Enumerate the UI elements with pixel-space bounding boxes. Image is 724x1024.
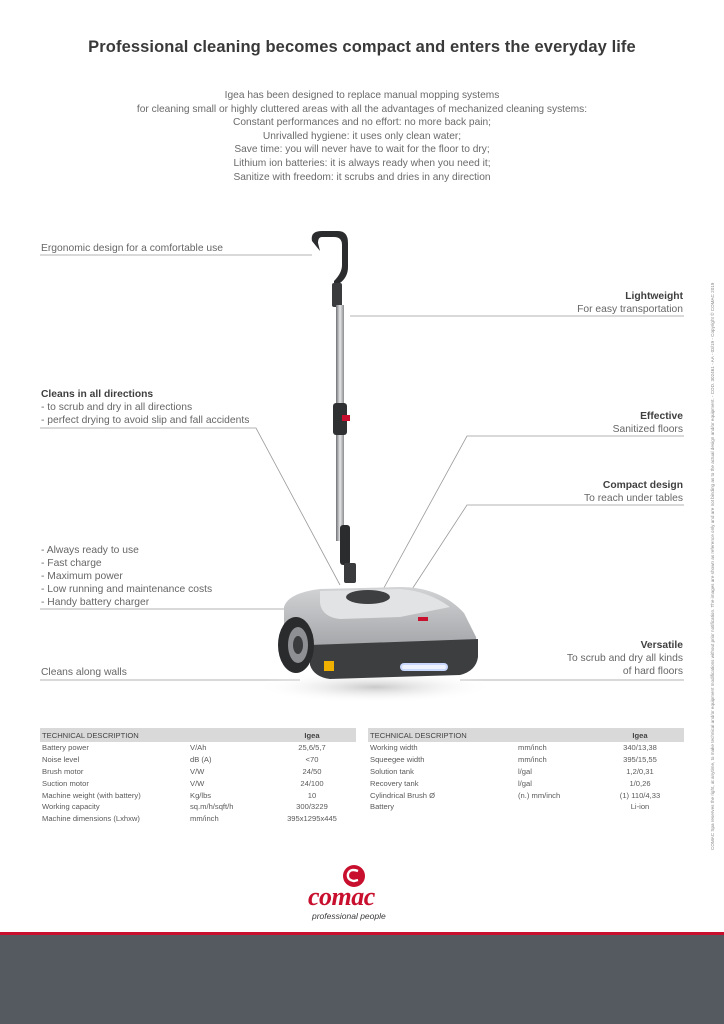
spec-table-right xyxy=(368,728,684,813)
table-row xyxy=(40,813,356,825)
feature-effective xyxy=(613,410,683,436)
spec-value: 1,2/0,31 xyxy=(626,766,654,776)
footer-band xyxy=(0,932,724,1024)
spec-unit: l/gal xyxy=(518,778,532,788)
feature-walls: Cleans along walls xyxy=(41,667,127,678)
feature-battery-line: - Handy battery charger xyxy=(41,597,150,608)
table-row xyxy=(40,742,356,754)
logo-tagline: professional people xyxy=(312,911,386,921)
spec-label: Suction motor xyxy=(42,778,89,788)
spec-value: 395/15,55 xyxy=(623,755,657,765)
spec-value: 25,6/5,7 xyxy=(298,743,326,753)
spec-label: Cylindrical Brush Ø xyxy=(370,790,435,800)
feature-battery-line: - Always ready to use xyxy=(41,545,139,556)
spec-value: (1) 110/4,33 xyxy=(619,790,661,800)
feature-effective-text: Sanitized floors xyxy=(612,424,683,435)
spec-header-label: TECHNICAL DESCRIPTION xyxy=(40,728,268,742)
feature-cleans-directions xyxy=(41,388,249,427)
spec-value: <70 xyxy=(305,755,319,765)
table-row xyxy=(368,766,684,778)
spec-label: Squeegee width xyxy=(370,755,425,765)
spec-label: Brush motor xyxy=(42,766,84,776)
spec-value: 395x1295x445 xyxy=(287,814,337,824)
spec-header-model: Igea xyxy=(596,728,684,742)
spec-header-row xyxy=(40,728,356,742)
spec-value: 10 xyxy=(307,790,317,800)
spec-value: 1/0,26 xyxy=(629,778,651,788)
spec-label: Battery power xyxy=(42,743,89,753)
table-row xyxy=(40,801,356,813)
feature-battery-line: - Maximum power xyxy=(41,571,123,582)
intro-line: Unrivalled hygiene: it uses only clean water; xyxy=(262,130,462,142)
igea-machine-illustration xyxy=(250,225,490,705)
feature-versatile-line: To scrub and dry all kinds xyxy=(566,653,683,664)
feature-compact-text: To reach under tables xyxy=(583,493,683,504)
spec-table-left xyxy=(40,728,356,825)
intro-line: Lithium ion batteries: it is always ready when you need it; xyxy=(233,157,491,169)
spec-unit: V/Ah xyxy=(190,743,207,753)
feature-battery-list xyxy=(41,544,212,609)
spec-label: Battery xyxy=(370,802,395,812)
spec-value: 24/100 xyxy=(300,778,324,788)
table-row xyxy=(40,754,356,766)
spec-value: 340/13,38 xyxy=(623,743,657,753)
spec-unit: mm/inch xyxy=(518,755,547,765)
feature-lightweight xyxy=(577,290,683,316)
feature-cleans-line: - to scrub and dry in all directions xyxy=(41,402,193,413)
comac-logo xyxy=(300,862,424,926)
table-row xyxy=(368,777,684,789)
feature-ergonomic: Ergonomic design for a comfortable use xyxy=(41,243,224,254)
copyright-text: COMAC Spa reserves the right, at anytime, to make technical and/or equipment modifications without prior notification. The images are shown as reference only and are not binding as to the actual design and/or equipment. - COD. 302461 - AA - 03/19 - Copyright © COMAC 2019 xyxy=(710,282,715,850)
feature-cleans-line: - perfect drying to avoid slip and fall accidents xyxy=(41,415,250,426)
spec-unit: l/gal xyxy=(518,766,532,776)
feature-compact xyxy=(584,479,683,505)
intro-line: for cleaning small or highly cluttered areas with all the advantages of mechanized cleaning systems: xyxy=(136,103,588,115)
spec-value: 300/3229 xyxy=(296,802,328,812)
spec-unit: V/W xyxy=(190,766,205,776)
spec-unit: Kg/lbs xyxy=(190,790,212,800)
feature-cleans-title: Cleans in all directions xyxy=(41,389,154,400)
feature-lightweight-text: For easy transportation xyxy=(577,304,683,315)
intro-line: Sanitize with freedom: it scrubs and dries in any direction xyxy=(233,171,491,183)
spec-unit: dB (A) xyxy=(190,755,212,765)
logo-wordmark: comac xyxy=(308,882,375,911)
spec-unit: V/W xyxy=(190,778,205,788)
intro-line: Constant performances and no effort: no more back pain; xyxy=(232,117,492,129)
table-row xyxy=(368,801,684,813)
feature-versatile-line: of hard floors xyxy=(622,666,683,677)
table-row xyxy=(368,742,684,754)
spec-unit: mm/inch xyxy=(518,743,547,753)
spec-header-label: TECHNICAL DESCRIPTION xyxy=(368,728,596,742)
spec-unit: sq.m/h/sqft/h xyxy=(190,802,234,812)
table-row xyxy=(40,766,356,778)
feature-battery-line: - Low running and maintenance costs xyxy=(41,584,213,595)
spec-label: Machine dimensions (Lxhxw) xyxy=(42,814,140,824)
spec-label: Noise level xyxy=(42,755,80,765)
page-title: Professional cleaning becomes compact and enters the everyday life xyxy=(88,38,636,56)
spec-unit: mm/inch xyxy=(190,814,219,824)
feature-versatile xyxy=(567,639,683,678)
table-row xyxy=(40,789,356,801)
table-row xyxy=(40,777,356,789)
table-row xyxy=(368,789,684,801)
spec-label: Working capacity xyxy=(42,802,100,812)
intro-line: Save time: you will never have to wait for the floor to dry; xyxy=(234,144,490,156)
feature-lightweight-title: Lightweight xyxy=(625,291,683,302)
footer-accent-line xyxy=(0,932,724,935)
feature-battery-line: - Fast charge xyxy=(41,558,102,569)
spec-label: Recovery tank xyxy=(370,778,419,788)
table-row xyxy=(368,754,684,766)
spec-unit: (n.) mm/inch xyxy=(518,790,561,800)
spec-value: 24/50 xyxy=(302,766,322,776)
spec-unit xyxy=(516,801,596,813)
spec-label: Machine weight (with battery) xyxy=(42,790,141,800)
spec-header-model: Igea xyxy=(268,728,356,742)
feature-effective-title: Effective xyxy=(640,411,683,422)
spec-header-row xyxy=(368,728,684,742)
feature-compact-title: Compact design xyxy=(602,480,683,491)
spec-label: Working width xyxy=(370,743,418,753)
feature-versatile-title: Versatile xyxy=(640,640,683,651)
spec-value: Li-ion xyxy=(630,802,650,812)
spec-label: Solution tank xyxy=(370,766,414,776)
intro-line: Igea has been designed to replace manual mopping systems xyxy=(224,90,500,101)
